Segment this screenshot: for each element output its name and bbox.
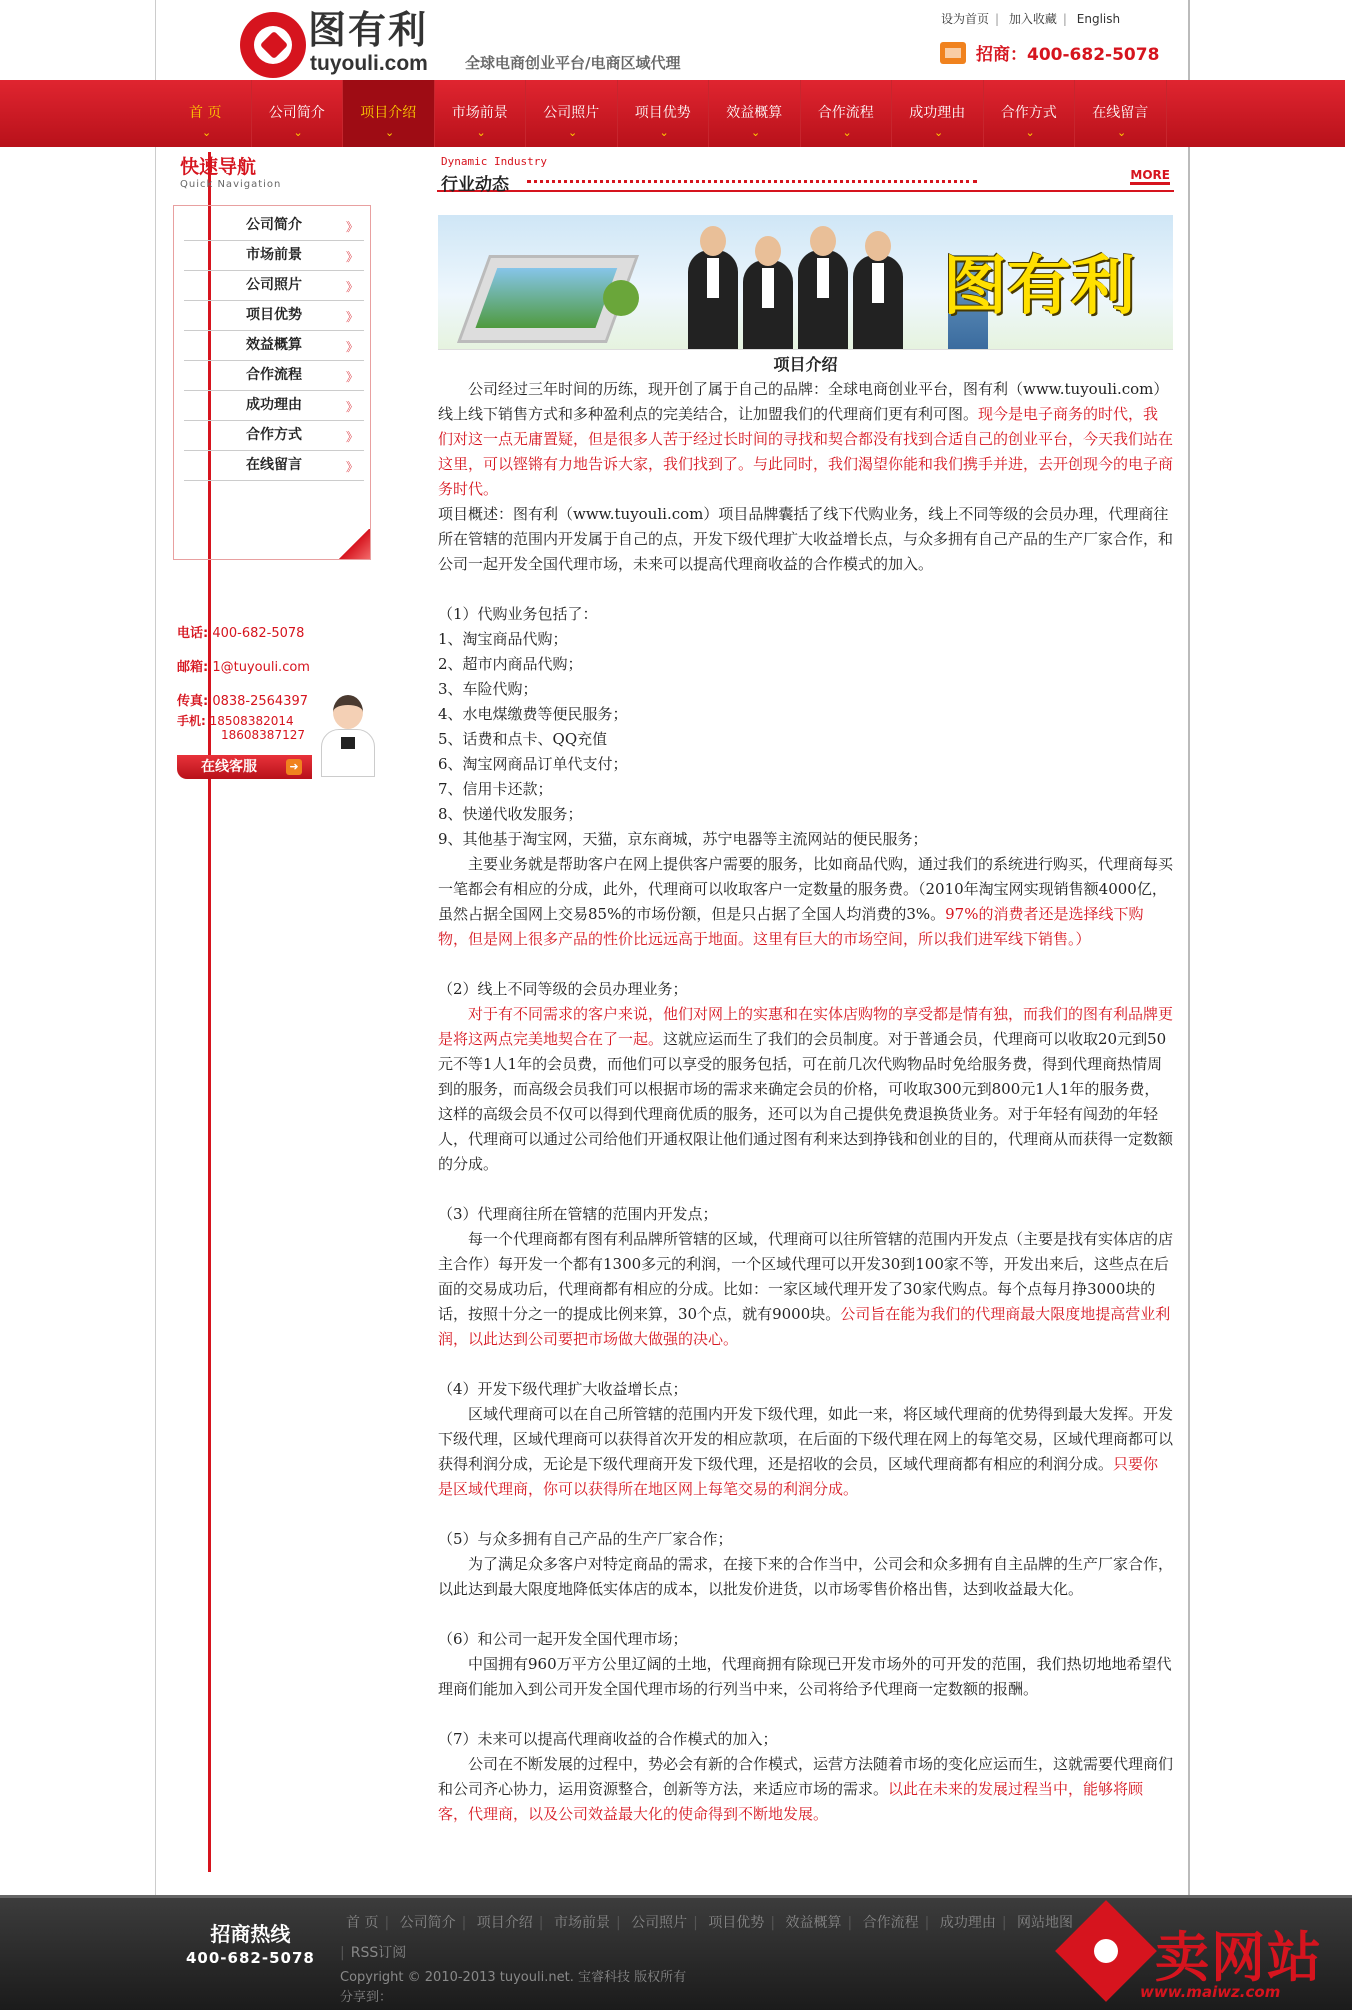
sidebar-item-process[interactable]	[184, 361, 364, 391]
footer-link[interactable]: 首 页	[346, 1915, 379, 1931]
nav-item-reasons[interactable]	[892, 80, 984, 147]
footer-link[interactable]: 项目优势	[708, 1915, 765, 1931]
list-item: 8、快递代收发服务；	[438, 805, 583, 823]
business-people-photo	[688, 225, 938, 350]
article-body	[438, 352, 1173, 1827]
tree-illustration	[603, 280, 639, 316]
nav-item-process[interactable]	[801, 80, 893, 147]
footer-link[interactable]: 公司简介	[399, 1915, 456, 1931]
contact-mobile: 手机: 18508382014 18608387127	[177, 714, 305, 742]
chevron-down-icon: ⌄	[568, 126, 578, 139]
sidebar-item-about[interactable]	[184, 211, 364, 241]
nav-label[interactable]: 公司简介	[268, 105, 325, 121]
nav-item-about[interactable]	[252, 80, 344, 147]
top-links: 设为首页 | 加入收藏 | English	[941, 12, 1121, 26]
dotted-divider	[527, 180, 977, 183]
footer-link[interactable]: 效益概算	[785, 1915, 842, 1931]
article-title: 项目介绍	[773, 355, 838, 374]
section-6-title: （6）和公司一起开发全国代理市场；	[438, 1630, 688, 1648]
list-item: 9、其他基于淘宝网，天猫，京东商城，苏宁电器等主流网站的便民服务；	[438, 830, 928, 848]
section-1-body: 主要业务就是帮助客户在网上提供客户需要的服务，比如商品代购，通过我们的系统进行购买，代理商每买一笔都会有相应的分成，此外，代理商可以收取客户一定数量的服务费。（2010年淘宝网实现销售额4000亿，虽然占据全国网上交易85%的市场份额，但是只占据了全国人均消费的3%。97%的消费者还是选择线下购物，但是网上很多产品的性价比远远高于地面。这里有巨大的市场空间，所以我们进军线下销售。）	[438, 855, 1174, 948]
sidebar-item-label[interactable]: 项目优势	[246, 307, 302, 323]
footer-link[interactable]: 市场前景	[553, 1915, 610, 1931]
set-homepage-link[interactable]: 设为首页	[941, 12, 990, 26]
nav-item-photos[interactable]	[526, 80, 618, 147]
section-3-body: 每一个代理商都有图有利品牌所管辖的区域，代理商可以往所管辖的范围内开发点（主要是找有实体店的店主合作）每开发一个都有1300多元的利润，一个区域代理可以开发30到100家不等，开发出来后，这些点在后面的交易成功后，代理商都有相应的分成。比如：一家区域代理开发了30家代购点。每个点每月挣3000块的话，按照十分之一的提成比例来算，30个点，就有9000块。公司旨在能为我们的代理商最大限度地提高营业利润，以此达到公司要把市场做大做强的决心。	[438, 1230, 1174, 1348]
list-item: 7、信用卡还款；	[438, 780, 553, 798]
nav-item-market[interactable]	[435, 80, 527, 147]
list-item: 6、淘宝网商品订单代支付；	[438, 755, 628, 773]
logo-mark-icon	[240, 12, 306, 78]
nav-label[interactable]: 成功理由	[909, 105, 966, 121]
online-service-label: 在线客服	[201, 759, 257, 775]
site-logo[interactable]	[240, 8, 450, 76]
sidebar-item-advantages[interactable]	[184, 301, 364, 331]
sidebar-item-reasons[interactable]	[184, 391, 364, 421]
section-4-body: 区域代理商可以在自己所管辖的范围内开发下级代理，如此一来，将区域代理商的优势得到最大发挥。开发下级代理，区域代理商可以获得首次开发的相应款项，在后面的下级代理在网上的每笔交易，区域代理商都可以获得利润分成，无论是下级代理商开发下级代理，还是招收的会员，区域代理商都有相应的利润分成。只要你是区域代理商，你可以获得所在地区网上每笔交易的利润分成。	[438, 1405, 1174, 1498]
section-6-body: 中国拥有960万平方公里辽阔的土地，代理商拥有除现已开发市场外的可开发的范围，我们热切地地希望代理商们能加入到公司开发全国代理市场的行列当中来，公司将给予代理商一定数额的报酬。	[438, 1655, 1172, 1698]
list-item: 1、淘宝商品代购；	[438, 630, 568, 648]
nav-label[interactable]: 在线留言	[1092, 105, 1149, 121]
nav-label[interactable]: 公司照片	[543, 105, 600, 121]
chevron-down-icon: ⌄	[385, 126, 395, 139]
chevron-down-icon: ⌄	[1117, 126, 1127, 139]
watermark-logo	[1070, 1915, 1350, 2005]
double-chevron-right-icon: 》	[345, 250, 358, 264]
copyright: Copyright © 2010-2013 tuyouli.net. 宝睿科技 版权所有 分享到：	[340, 1968, 686, 2008]
section-title-cn: 行业动态	[441, 175, 509, 195]
sidebar-item-label[interactable]: 合作流程	[246, 367, 302, 383]
quick-nav-title-en: Quick Navigation	[180, 179, 282, 190]
contact-info	[177, 622, 310, 742]
quick-nav-title-cn: 快速导航	[180, 156, 257, 178]
double-chevron-right-icon: 》	[345, 220, 358, 234]
sidebar-item-label[interactable]: 成功理由	[246, 397, 302, 413]
chevron-down-icon: ⌄	[934, 126, 944, 139]
chevron-down-icon: ⌄	[1025, 126, 1035, 139]
sidebar-item-label[interactable]: 公司照片	[246, 277, 302, 293]
sidebar-item-label[interactable]: 效益概算	[246, 337, 302, 353]
double-chevron-right-icon: 》	[345, 280, 358, 294]
nav-item-advantages[interactable]	[618, 80, 710, 147]
list-item: 4、水电煤缴费等便民服务；	[438, 705, 628, 723]
customer-service-avatar	[315, 695, 379, 777]
chevron-down-icon: ⌄	[659, 126, 669, 139]
logo-text-en: tuyouli.com	[310, 52, 428, 75]
more-link[interactable]: MORE	[1130, 168, 1170, 185]
sidebar-item-label[interactable]: 在线留言	[246, 457, 302, 473]
contact-email: 邮箱: 1@tuyouli.com	[177, 660, 310, 675]
nav-item-message[interactable]	[1075, 80, 1167, 147]
footer-link[interactable]: 成功理由	[939, 1915, 996, 1931]
phone-icon	[940, 42, 966, 64]
sidebar-item-photos[interactable]	[184, 271, 364, 301]
nav-label[interactable]: 合作流程	[817, 105, 874, 121]
footer-hotline-label: 招商热线	[210, 1922, 291, 1946]
contact-fax: 传真: 0838-2564397	[177, 694, 309, 709]
sidebar-item-label[interactable]: 市场前景	[246, 247, 302, 263]
corner-decoration	[330, 529, 370, 559]
double-chevron-right-icon: 》	[345, 430, 358, 444]
online-service-button[interactable]	[177, 755, 312, 779]
footer-links: 首 页 | 公司简介 | 项目介绍 | 市场前景 | 公司照片 | 项目优势 | 效益概算 | 合作流程 | 成功理由 | 网站地图 | RSS订阅	[340, 1915, 1073, 1961]
paragraph-overview: 项目概述：图有利（www.tuyouli.com）项目品牌囊括了线下代购业务，线上不同等级的会员办理，代理商往所在管辖的范围内开发属于自己的点，开发下级代理扩大收益增长点，与众多拥有自己产品的生产厂家合作，和公司一起开发全国代理市场，未来可以提高代理商收益的合作模式的加入。	[438, 505, 1174, 573]
section-5-title: （5）与众多拥有自己产品的生产厂家合作；	[438, 1530, 733, 1548]
sidebar-item-message[interactable]	[184, 451, 364, 481]
nav-label[interactable]: 项目介绍	[360, 105, 417, 121]
nav-label[interactable]: 项目优势	[634, 105, 691, 121]
footer-link[interactable]: 网站地图	[1017, 1915, 1073, 1931]
double-chevron-right-icon: 》	[345, 460, 358, 474]
quick-nav-box	[173, 205, 371, 560]
add-favorite-link[interactable]: 加入收藏	[1008, 12, 1057, 26]
nav-item-home[interactable]	[160, 80, 252, 147]
hotline-text: 招商：400-682-5078	[976, 45, 1160, 65]
double-chevron-right-icon: 》	[345, 310, 358, 324]
list-item: 3、车险代购；	[438, 680, 538, 698]
section-4-title: （4）开发下级代理扩大收益增长点；	[438, 1380, 688, 1398]
nav-item-cooperation[interactable]	[984, 80, 1076, 147]
nav-label[interactable]: 合作方式	[1000, 105, 1057, 121]
chevron-down-icon: ⌄	[476, 126, 486, 139]
sidebar-item-label[interactable]: 公司简介	[246, 217, 302, 233]
section-3-title: （3）代理商往所在管辖的范围内开发点；	[438, 1205, 718, 1223]
site-header	[155, 0, 1190, 80]
watermark-text: 卖网站	[1155, 1926, 1323, 1989]
page-margin	[1190, 0, 1350, 1895]
nav-label[interactable]: 市场前景	[451, 105, 508, 121]
banner-image	[438, 215, 1173, 350]
contact-phone: 电话: 400-682-5078	[177, 626, 305, 641]
section-5-body: 为了满足众多客户对特定商品的需求，在接下来的合作当中，公司会和众多拥有自主品牌的生产厂家合作，以此达到最大限度地降低实体店的成本，以批发价进货，以市场零售价格出售，达到收益最大化。	[438, 1555, 1174, 1598]
footer-hotline-number: 400-682-5078	[186, 1949, 315, 1967]
double-chevron-right-icon: 》	[345, 400, 358, 414]
nav-label[interactable]: 首 页	[189, 105, 222, 121]
chevron-down-icon: ⌄	[202, 126, 212, 139]
nav-label[interactable]: 效益概算	[726, 105, 783, 121]
sidebar-item-market[interactable]	[184, 241, 364, 271]
section-2-title: （2）线上不同等级的会员办理业务；	[438, 980, 688, 998]
arrow-right-icon: ➜	[286, 759, 302, 775]
english-link[interactable]: English	[1076, 12, 1121, 26]
logo-text-cn: 图有利	[308, 8, 429, 52]
section-header	[437, 152, 1174, 195]
section-7-body: 公司在不断发展的过程中，势必会有新的合作模式，运营方法随着市场的变化应运而生，这就需要代理商们和公司齐心协力，运用资源整合，创新等方法，来适应市场的需求。以此在未来的发展过程当中，能够将顾客，代理商，以及公司效益最大化的使命得到不断地发展。	[438, 1755, 1174, 1823]
double-chevron-right-icon: 》	[345, 340, 358, 354]
quick-nav-title	[180, 152, 281, 190]
sidebar-item-label[interactable]: 合作方式	[246, 427, 302, 443]
footer-link[interactable]: 合作流程	[862, 1915, 919, 1931]
sidebar-item-cooperation[interactable]	[184, 421, 364, 451]
main-nav	[0, 80, 1345, 147]
footer-link[interactable]: 项目介绍	[476, 1915, 533, 1931]
paragraph-intro: 公司经过三年时间的历练，现开创了属于自己的品牌：全球电商创业平台，图有利（www.tuyouli.com）线上线下销售方式和多种盈利点的完美结合，让加盟我们的代理商们更有利可图。现今是电子商务的时代，我们对这一点无庸置疑，但是很多人苦于经过长时间的寻找和契合都没有找到合适自己的创业平台，今天我们站在这里，可以铿锵有力地告诉大家，我们找到了。与此同时，我们渴望你能和我们携手并进，去开创现今的电子商务时代。	[438, 380, 1174, 498]
nav-item-benefits[interactable]	[709, 80, 801, 147]
list-item: 5、话费和点卡、QQ充值	[438, 730, 608, 748]
sidebar-item-benefits[interactable]	[184, 331, 364, 361]
watermark-url: www.maiwz.com	[1140, 1983, 1281, 2001]
list-item: 2、超市内商品代购；	[438, 655, 583, 673]
footer-hotline	[186, 1918, 315, 1967]
section-7-title: （7）未来可以提高代理商收益的合作模式的加入；	[438, 1730, 778, 1748]
nav-item-project[interactable]	[343, 80, 435, 147]
share-label: 分享到：	[340, 1990, 393, 2005]
rss-link[interactable]: RSS订阅	[350, 1945, 407, 1961]
footer-link[interactable]: 公司照片	[631, 1915, 688, 1931]
banner-brand-text: 图有利	[943, 250, 1135, 324]
site-slogan: 全球电商创业平台/电商区域代理	[465, 54, 681, 72]
section-title-en: Dynamic Industry	[441, 155, 547, 168]
section-1-title: （1）代购业务包括了：	[438, 605, 598, 623]
section-2-body: 对于有不同需求的客户来说，他们对网上的实惠和在实体店购物的享受都是情有独，而我们的图有利品牌更是将这两点完美地契合在了一起。这就应运而生了我们的会员制度。对于普通会员，代理商可以收取20元到50元不等1人1年的会员费，而他们可以享受的服务包括，可在前几次代购物品时免给服务费，得到代理商热情周到的服务，而高级会员我们可以根据市场的需求来确定会员的价格，可收取300元到800元1人1年的服务费，这样的高级会员不仅可以得到代理商优质的服务，还可以为自己提供免费退换货业务。对于年轻有闯劲的年轻人，代理商可以通过公司给他们开通权限让他们通过图有利来达到挣钱和创业的目的，代理商从而获得一定数额的分成。	[438, 1005, 1174, 1173]
chevron-down-icon: ⌄	[842, 126, 852, 139]
chevron-down-icon: ⌄	[751, 126, 761, 139]
chevron-down-icon: ⌄	[293, 126, 303, 139]
double-chevron-right-icon: 》	[345, 370, 358, 384]
